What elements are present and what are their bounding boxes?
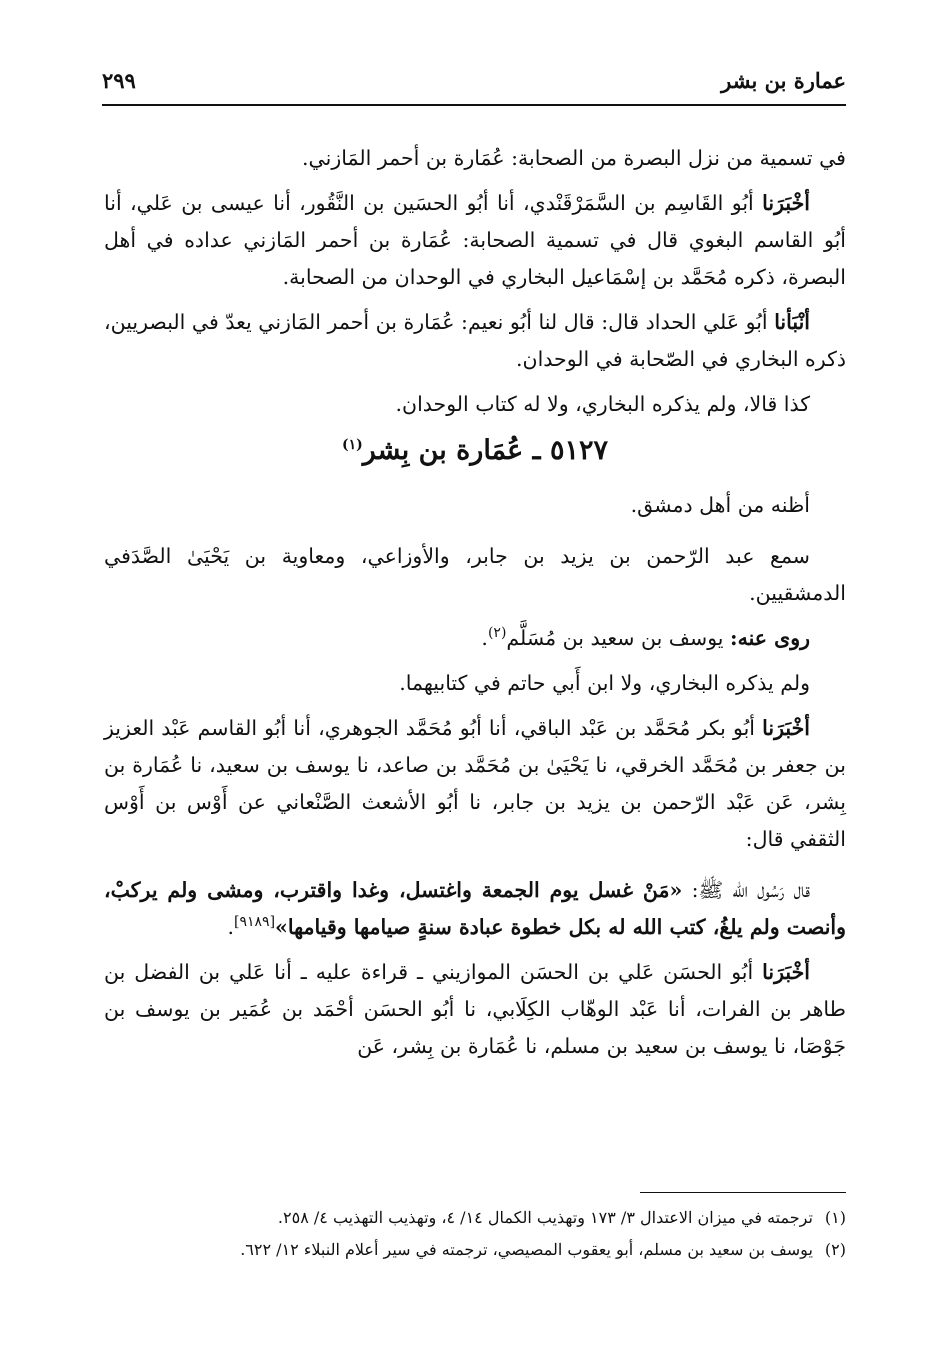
paragraph-7-end: . [481,626,488,650]
hadith-reference: [٩١٨٩] [234,914,276,931]
paragraph-11-lead: أخْبَرَنا [762,960,810,984]
page-number: ٢٩٩ [102,68,136,93]
footnote-2-text: يوسف بن سعيد بن مسلم، أبو يعقوب المصيصي، ترجمته في سير أعلام النبلاء ١٢/ ٦٢٢. [240,1240,813,1259]
footnotes [104,1202,846,1266]
footnote-1-number: (١) [824,1208,846,1227]
paragraph-4 [104,386,846,423]
paragraph-3 [104,304,846,378]
paragraph-10 [104,872,846,946]
paragraph-10-intro: قال رَسُول الله ﷺ: [682,878,810,902]
paragraph-3-lead: أنْبَأنا [774,310,810,334]
header-rule [102,104,846,106]
paragraph-7-text: يوسف بن سعيد بن مُسَلَّم [506,626,724,650]
entry-title [104,431,846,471]
entry-footnote-marker: (١) [341,437,363,453]
paragraph-8 [104,665,846,702]
paragraph-7-lead: روى عنه: [730,626,810,650]
paragraph-3-text: أبُو عَلي الحداد قال: قال لنا أبُو نعيم: عُمَارة بن أحمر المَازني يعدّ في البصريين، ذكره البخاري في الصّحابة في الوحدان. [104,310,846,371]
footnote-2-number: (٢) [824,1240,846,1259]
footnote-rule [640,1192,846,1193]
footnote-1 [104,1202,846,1234]
paragraph-5 [104,487,846,524]
paragraph-9 [104,710,846,858]
paragraph-8-text: ولم يذكره البخاري، ولا ابن أَبي حاتم في كتابيهما. [399,671,810,695]
running-title: عمارة بن بشر [721,68,846,93]
footnote-1-text: ترجمته في ميزان الاعتدال ٣/ ١٧٣ وتهذيب الكمال ١٤/ ٤، وتهذيب التهذيب ٤/ ٢٥٨. [277,1208,813,1227]
paragraph-9-text: أبُو بكر مُحَمَّد بن عَبْد الباقي، أنا أبُو مُحَمَّد الجوهري، أنا أبُو القاسم عَبْد العزيز بن جعفر بن مُحَمَّد الخرقي، نا يَحْيَىٰ بن مُحَمَّد بن صاعد، نا يوسف بن سعيد، نا عُمَارة بن بِشر، عَن عَبْد الرّحمن بن يزيد بن جابر، نا أبُو الأشعث الصَّنْعاني عن أَوْس بن أَوْس الثقفي قال: [104,716,846,851]
paragraph-1-text: في تسمية من نزل البصرة من الصحابة: عُمَارة بن أحمر المَازني. [302,146,846,170]
page-header [102,62,846,102]
narrator-footnote-marker: (٢) [487,625,507,642]
paragraph-10-end: . [227,915,235,939]
paragraph-2-lead: أخْبَرَنا [762,191,810,215]
paragraph-2-text: أبُو القَاسِم بن السَّمَرْقَنْدي، أنا أبُو الحسَين بن النَّقُور، أنا عيسى بن عَلي، أنا أبُو القاسم البغوي قال في تسمية الصحابة: عُمَارة بن أحمر المَازني عداده في أهل البصرة، ذكره مُحَمَّد بن إسْمَاعيل البخاري في الوحدان من الصحابة. [104,191,846,289]
paragraph-6-text: سمع عبد الرّحمن بن يزيد بن جابر، والأوزاعي، ومعاوية بن يَحْيَىٰ الصَّدَفي الدمشقيين. [104,544,846,605]
footnote-2 [104,1234,846,1266]
paragraph-5-text: أظنه من أهل دمشق. [630,493,810,517]
paragraph-11-text: أبُو الحسَن عَلي بن الحسَن الموازيني ـ قراءة عليه ـ أنا عَلي بن الفضل بن طاهر بن الفرات، أنا عَبْد الوهّاب الكِلَابي، نا أبُو الحسَن أحْمَد بن عُمَير بن يوسف بن جَوْصَا، نا يوسف بن سعيد بن مسلم، نا عُمَارة بن بِشر، عَن [104,960,846,1058]
entry-title-text: ٥١٢٧ ـ عُمَارة بن بِشر [362,435,608,466]
hadith-text: «مَنْ غسل يوم الجمعة واغتسل، وغدا واقترب، ومشى ولم يركبْ، وأنصت ولم يلغُ، كتب الله له بكل خطوة عبادة سنةٍ صيامها وقيامها» [104,878,846,939]
paragraph-7 [104,620,846,657]
paragraph-6 [104,538,846,612]
paragraph-1 [104,140,846,177]
paragraph-4-text: كذا قالا، ولم يذكره البخاري، ولا له كتاب الوحدان. [395,392,810,416]
paragraph-2 [104,185,846,296]
paragraph-9-lead: أخْبَرَنا [762,716,810,740]
paragraph-11 [104,954,846,1065]
main-text [104,140,846,1073]
